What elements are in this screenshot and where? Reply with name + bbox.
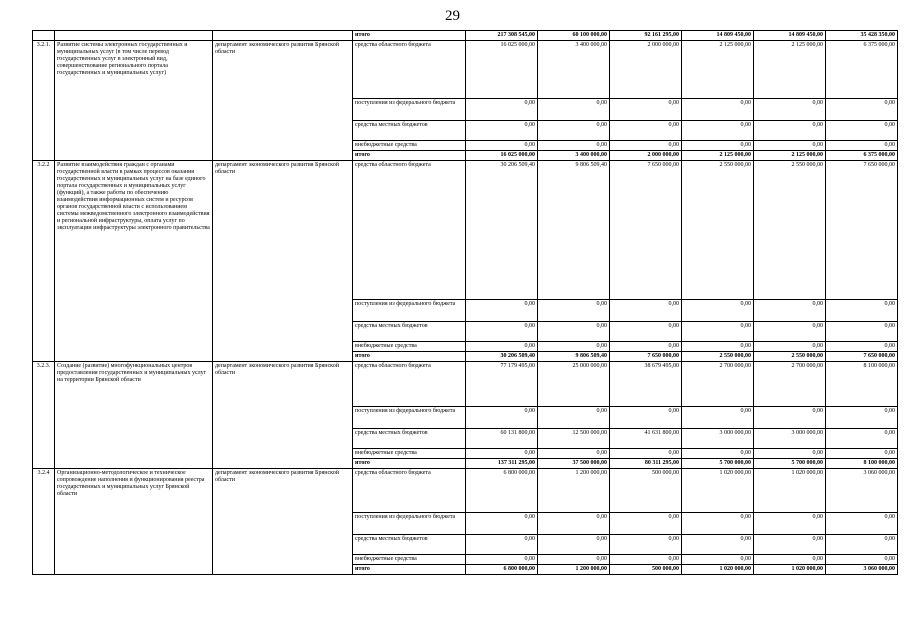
value-cell: 6 800 000,00 <box>466 469 538 513</box>
value-cell: 2 550 000,00 <box>682 352 754 362</box>
value-cell: 0,00 <box>682 342 754 352</box>
value-cell: 16 025 000,00 <box>466 41 538 99</box>
item-name: Развитие системы электронных государственных и муниципальных услуг (в том числе перевод государственных услуг в электронный вид, совершенствование регионального портала государственных и муниципальных услуг) <box>55 41 213 161</box>
value-cell: 0,00 <box>826 449 898 459</box>
value-cell: 3 000 000,00 <box>682 429 754 449</box>
value-cell: 92 161 295,00 <box>610 31 682 41</box>
value-cell: 0,00 <box>682 535 754 555</box>
value-cell: 14 809 450,00 <box>754 31 826 41</box>
value-cell: 2 550 000,00 <box>754 352 826 362</box>
value-cell: 0,00 <box>754 300 826 322</box>
value-cell: 38 679 495,00 <box>610 362 682 407</box>
value-cell: 0,00 <box>610 535 682 555</box>
item-code: 3.2.2 <box>33 161 55 362</box>
value-cell: 0,00 <box>538 407 610 429</box>
value-cell: 137 311 295,00 <box>466 459 538 469</box>
value-cell: 0,00 <box>682 99 754 121</box>
value-cell: 0,00 <box>610 141 682 151</box>
value-cell: 0,00 <box>466 513 538 535</box>
value-cell: 0,00 <box>682 449 754 459</box>
value-cell: 14 809 450,00 <box>682 31 754 41</box>
value-cell: 0,00 <box>610 300 682 322</box>
value-cell: 30 206 509,40 <box>466 161 538 300</box>
value-cell: 0,00 <box>610 449 682 459</box>
value-cell: 12 500 000,00 <box>538 429 610 449</box>
value-cell: 0,00 <box>826 429 898 449</box>
value-cell: 3 060 000,00 <box>826 469 898 513</box>
value-cell: 25 000 000,00 <box>538 362 610 407</box>
value-cell: 2 000 000,00 <box>610 151 682 161</box>
value-cell: 0,00 <box>754 342 826 352</box>
source-cell: средства местных бюджетов <box>353 429 466 449</box>
value-cell: 0,00 <box>466 99 538 121</box>
value-cell: 9 806 509,40 <box>538 161 610 300</box>
value-cell: 2 700 000,00 <box>754 362 826 407</box>
value-cell: 0,00 <box>466 300 538 322</box>
value-cell: 0,00 <box>610 322 682 342</box>
value-cell: 0,00 <box>538 300 610 322</box>
value-cell: 0,00 <box>826 322 898 342</box>
value-cell: 6 375 000,00 <box>826 41 898 99</box>
value-cell: 0,00 <box>826 342 898 352</box>
value-cell: 41 631 800,00 <box>610 429 682 449</box>
value-cell: 0,00 <box>466 535 538 555</box>
item-department: департамент экономического развития Брянской области <box>213 469 353 575</box>
value-cell: 30 206 509,40 <box>466 352 538 362</box>
value-cell: 0,00 <box>826 99 898 121</box>
source-cell: итого <box>353 151 466 161</box>
source-cell: поступления из федерального бюджета <box>353 513 466 535</box>
value-cell: 8 100 000,00 <box>826 362 898 407</box>
value-cell: 0,00 <box>826 407 898 429</box>
table-row <box>33 161 898 300</box>
value-cell: 5 700 000,00 <box>754 459 826 469</box>
value-cell: 0,00 <box>754 449 826 459</box>
value-cell: 1 200 000,00 <box>538 565 610 575</box>
source-cell: средства областного бюджета <box>353 469 466 513</box>
value-cell: 0,00 <box>826 513 898 535</box>
value-cell: 0,00 <box>466 121 538 141</box>
value-cell: 0,00 <box>538 513 610 535</box>
value-cell: 1 200 000,00 <box>538 469 610 513</box>
value-cell: 0,00 <box>466 342 538 352</box>
value-cell: 0,00 <box>466 322 538 342</box>
value-cell: 217 308 545,00 <box>466 31 538 41</box>
value-cell: 0,00 <box>754 99 826 121</box>
value-cell: 0,00 <box>682 300 754 322</box>
empty-cell <box>33 31 55 41</box>
value-cell: 0,00 <box>466 407 538 429</box>
item-department: департамент экономического развития Брянской области <box>213 161 353 362</box>
value-cell: 80 311 295,00 <box>610 459 682 469</box>
value-cell: 2 550 000,00 <box>682 161 754 300</box>
value-cell: 3 000 000,00 <box>754 429 826 449</box>
value-cell: 0,00 <box>754 555 826 565</box>
value-cell: 2 700 000,00 <box>682 362 754 407</box>
value-cell: 37 500 000,00 <box>538 459 610 469</box>
value-cell: 3 400 000,00 <box>538 41 610 99</box>
value-cell: 16 025 000,00 <box>466 151 538 161</box>
value-cell: 1 020 000,00 <box>754 565 826 575</box>
item-name: Создание (развитие) многофункциональных центров предоставления государственных и муниципальных услуг на территории Брянской области <box>55 362 213 469</box>
budget-table <box>32 30 898 575</box>
source-cell: средства областного бюджета <box>353 362 466 407</box>
value-cell: 1 020 000,00 <box>682 469 754 513</box>
value-cell: 2 000 000,00 <box>610 41 682 99</box>
source-cell: итого <box>353 352 466 362</box>
value-cell: 500 000,00 <box>610 469 682 513</box>
value-cell: 8 100 000,00 <box>826 459 898 469</box>
page-number: 29 <box>445 8 460 24</box>
source-cell: внебюджетные средства <box>353 555 466 565</box>
value-cell: 0,00 <box>466 555 538 565</box>
value-cell: 0,00 <box>610 342 682 352</box>
value-cell: 0,00 <box>682 407 754 429</box>
value-cell: 60 131 800,00 <box>466 429 538 449</box>
value-cell: 0,00 <box>538 121 610 141</box>
empty-cell <box>213 31 353 41</box>
value-cell: 1 020 000,00 <box>682 565 754 575</box>
value-cell: 0,00 <box>754 407 826 429</box>
item-code: 3.2.3. <box>33 362 55 469</box>
value-cell: 9 806 509,40 <box>538 352 610 362</box>
source-cell: итого <box>353 459 466 469</box>
value-cell: 0,00 <box>826 535 898 555</box>
value-cell: 0,00 <box>826 121 898 141</box>
source-cell: поступления из федерального бюджета <box>353 407 466 429</box>
table-body <box>33 31 898 575</box>
value-cell: 0,00 <box>466 141 538 151</box>
source-cell: поступления из федерального бюджета <box>353 99 466 121</box>
source-cell: внебюджетные средства <box>353 449 466 459</box>
value-cell: 0,00 <box>754 513 826 535</box>
source-cell: внебюджетные средства <box>353 342 466 352</box>
value-cell: 7 650 000,00 <box>826 161 898 300</box>
value-cell: 0,00 <box>610 121 682 141</box>
value-cell: 77 179 495,00 <box>466 362 538 407</box>
value-cell: 0,00 <box>610 555 682 565</box>
value-cell: 3 400 000,00 <box>538 151 610 161</box>
value-cell: 2 125 000,00 <box>754 151 826 161</box>
value-cell: 0,00 <box>682 555 754 565</box>
value-cell: 0,00 <box>754 535 826 555</box>
source-cell: внебюджетные средства <box>353 141 466 151</box>
value-cell: 0,00 <box>610 99 682 121</box>
table-row-top-total <box>33 31 898 41</box>
value-cell: 0,00 <box>826 300 898 322</box>
value-cell: 0,00 <box>610 513 682 535</box>
item-name: Развитие взаимодействия граждан с органами государственной власти в рамках процессов оказания государственных и муниципальных услуг на базе единого портала государственных и муниципальных услуг (функций), а также работы по обеспечению взаимодействия информационных систем и ресурсов органов государственной власти с использованием системы межведомственного электронного взаимодействия и региональной инфраструктуры, оплата услуг по эксплуатации инфраструктуры электронного правительства <box>55 161 213 362</box>
value-cell: 2 125 000,00 <box>682 151 754 161</box>
value-cell: 0,00 <box>538 449 610 459</box>
table-row <box>33 469 898 513</box>
value-cell: 35 428 350,00 <box>826 31 898 41</box>
value-cell: 0,00 <box>682 121 754 141</box>
value-cell: 0,00 <box>826 555 898 565</box>
source-cell: средства местных бюджетов <box>353 121 466 141</box>
value-cell: 7 650 000,00 <box>610 161 682 300</box>
value-cell: 0,00 <box>538 555 610 565</box>
value-cell: 2 125 000,00 <box>682 41 754 99</box>
value-cell: 0,00 <box>826 141 898 151</box>
value-cell: 6 800 000,00 <box>466 565 538 575</box>
value-cell: 60 100 000,00 <box>538 31 610 41</box>
source-cell: средства областного бюджета <box>353 41 466 99</box>
value-cell: 7 650 000,00 <box>826 352 898 362</box>
value-cell: 2 550 000,00 <box>754 161 826 300</box>
table-row <box>33 362 898 407</box>
value-cell: 0,00 <box>466 449 538 459</box>
value-cell: 500 000,00 <box>610 565 682 575</box>
source-cell: средства областного бюджета <box>353 161 466 300</box>
item-department: департамент экономического развития Брянской области <box>213 41 353 161</box>
value-cell: 0,00 <box>538 99 610 121</box>
value-cell: 0,00 <box>610 407 682 429</box>
value-cell: 6 375 000,00 <box>826 151 898 161</box>
value-cell: 5 700 000,00 <box>682 459 754 469</box>
value-cell: 3 060 000,00 <box>826 565 898 575</box>
value-cell: 1 020 000,00 <box>754 469 826 513</box>
value-cell: 0,00 <box>682 141 754 151</box>
value-cell: 0,00 <box>538 322 610 342</box>
source-cell: итого <box>353 31 466 41</box>
source-cell: итого <box>353 565 466 575</box>
table-row <box>33 41 898 99</box>
value-cell: 0,00 <box>682 513 754 535</box>
value-cell: 0,00 <box>754 121 826 141</box>
source-cell: средства местных бюджетов <box>353 535 466 555</box>
value-cell: 7 650 000,00 <box>610 352 682 362</box>
value-cell: 0,00 <box>538 342 610 352</box>
empty-cell <box>55 31 213 41</box>
source-cell: поступления из федерального бюджета <box>353 300 466 322</box>
value-cell: 2 125 000,00 <box>754 41 826 99</box>
item-code: 3.2.4 <box>33 469 55 575</box>
item-code: 3.2.1. <box>33 41 55 161</box>
source-cell: средства местных бюджетов <box>353 322 466 342</box>
value-cell: 0,00 <box>754 322 826 342</box>
value-cell: 0,00 <box>538 141 610 151</box>
value-cell: 0,00 <box>754 141 826 151</box>
value-cell: 0,00 <box>682 322 754 342</box>
value-cell: 0,00 <box>538 535 610 555</box>
item-department: департамент экономического развития Брянской области <box>213 362 353 469</box>
item-name: Организационно-методологическое и техническое сопровождение наполнения и функционирования реестра государственных и муниципальных услуг Брянской области <box>55 469 213 575</box>
